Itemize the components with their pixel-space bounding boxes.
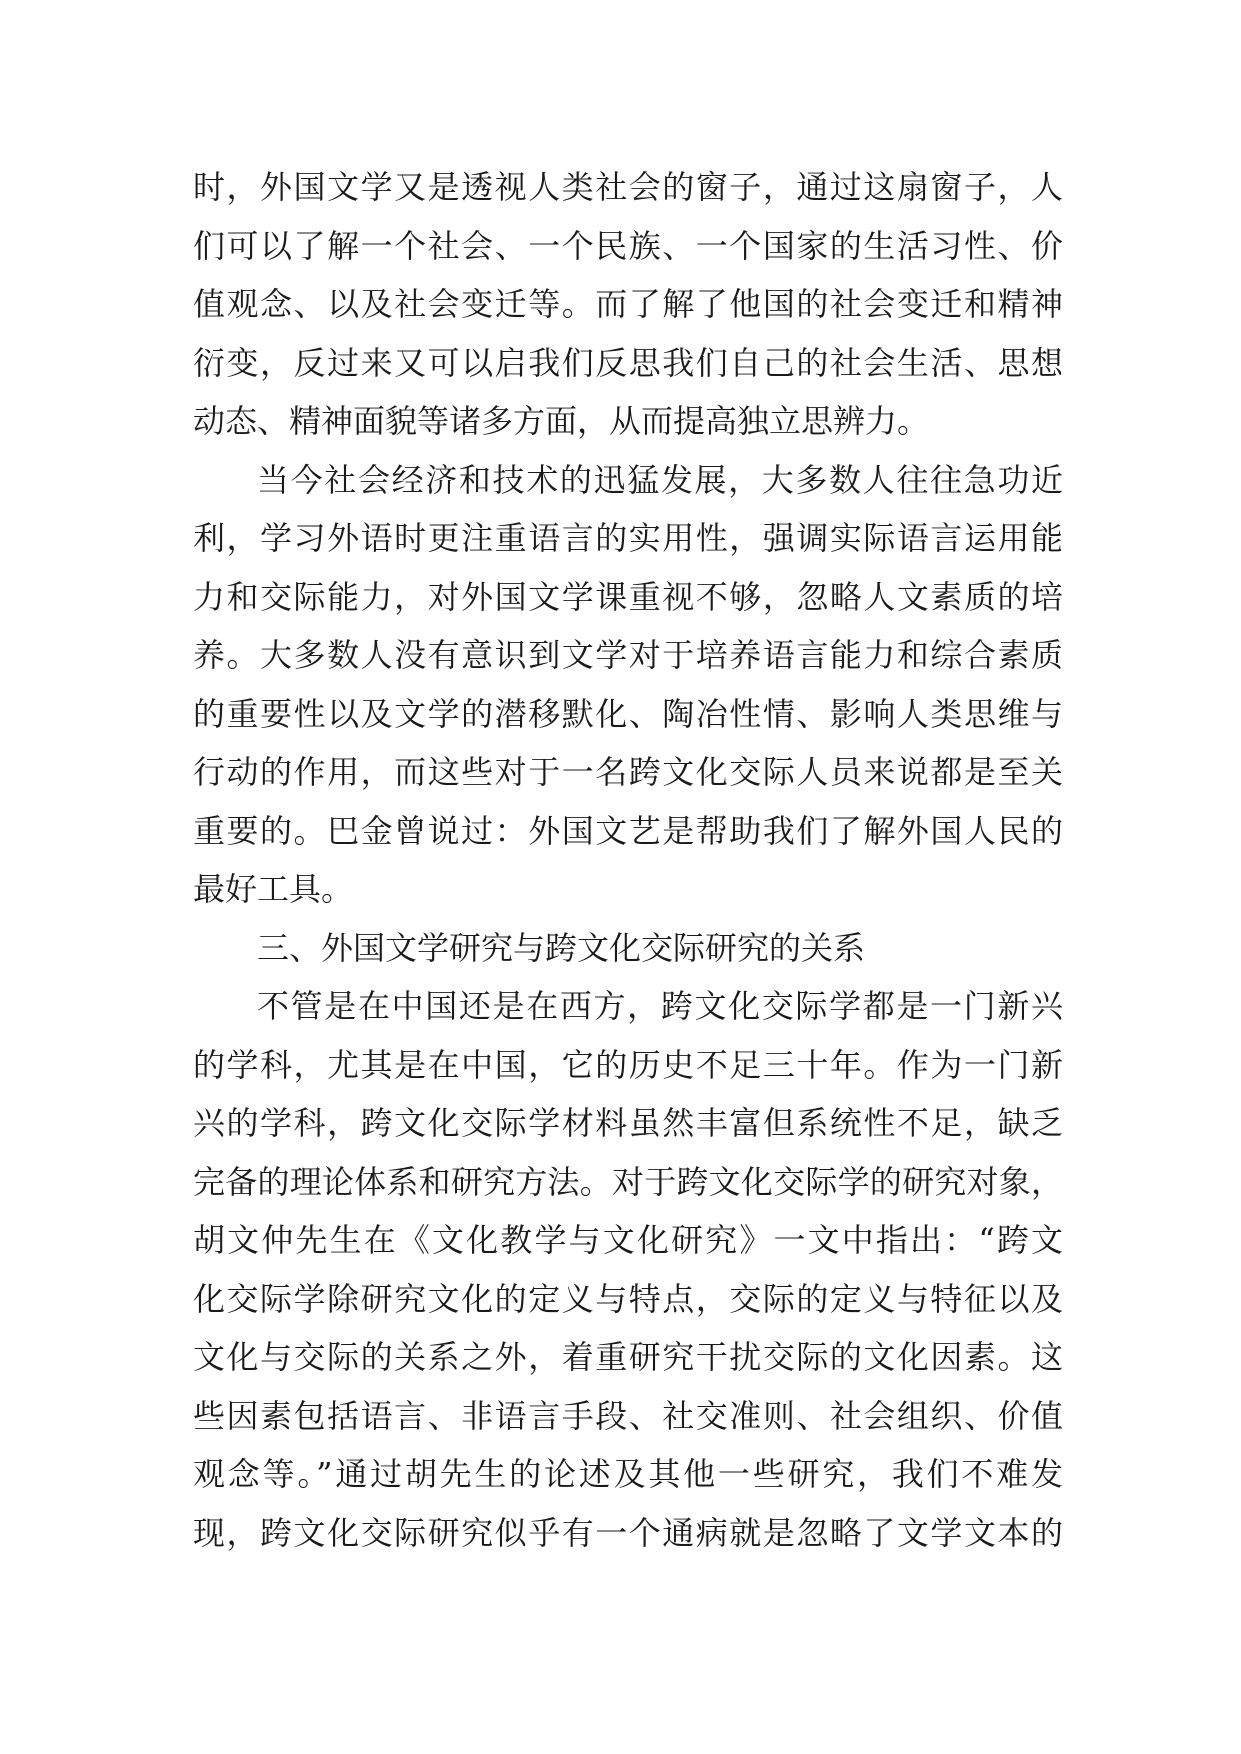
text-line: 力和交际能力，对外国文学课重视不够，忽略人文素质的培: [193, 577, 1063, 616]
text-line: 时，外国文学又是透视人类社会的窗子，通过这扇窗子，人: [193, 168, 1063, 206]
text-line: 重要的。巴金曾说过：外国文艺是帮助我们了解外国人民的: [193, 811, 1063, 850]
text-line: 们可以了解一个社会、一个民族、一个国家的生活习性、价: [193, 226, 1063, 265]
text-line: 的重要性以及文学的潜移默化、陶冶性情、影响人类思维与: [193, 694, 1063, 733]
text-line: 胡文仲先生在《文化教学与文化研究》一文中指出：“跨文: [193, 1221, 1063, 1259]
section-heading: 三、外国文学研究与跨文化交际研究的关系: [257, 928, 866, 967]
text-line: 不管是在中国还是在西方，跨文化交际学都是一门新兴: [257, 987, 1063, 1025]
text-line: 当今社会经济和技术的迅猛发展，大多数人往往急功近: [257, 460, 1063, 499]
body-text: [193, 158, 1063, 1562]
text-line: 观念等。”通过胡先生的论述及其他一些研究，我们不难发: [193, 1455, 1063, 1493]
text-line: 现，跨文化交际研究似乎有一个通病就是忽略了文学文本的: [193, 1513, 1063, 1552]
text-line: 完备的理论体系和研究方法。对于跨文化交际学的研究对象，: [193, 1162, 1063, 1201]
text-line: 值观念、以及社会变迁等。而了解了他国的社会变迁和精神: [193, 285, 1063, 323]
text-line: 衍变，反过来又可以启我们反思我们自己的社会生活、思想: [193, 343, 1063, 382]
text-line: 养。大多数人没有意识到文学对于培养语言能力和综合素质: [193, 636, 1063, 674]
text-line: 文化与交际的关系之外，着重研究干扰交际的文化因素。这: [193, 1338, 1063, 1376]
text-line: 动态、精神面貌等诸多方面，从而提高独立思辨力。: [193, 402, 930, 440]
text-line: 兴的学科，跨文化交际学材料虽然丰富但系统性不足，缺乏: [193, 1104, 1063, 1142]
text-line: 利，学习外语时更注重语言的实用性，强调实际语言运用能: [193, 519, 1063, 557]
text-line: 最好工具。: [193, 870, 354, 908]
text-line: 行动的作用，而这些对于一名跨文化交际人员来说都是至关: [193, 753, 1063, 791]
text-line: 化交际学除研究文化的定义与特点，交际的定义与特征以及: [193, 1279, 1063, 1318]
text-line: 的学科，尤其是在中国，它的历史不足三十年。作为一门新: [193, 1045, 1063, 1084]
text-line: 些因素包括语言、非语言手段、社交准则、社会组织、价值: [193, 1396, 1063, 1435]
